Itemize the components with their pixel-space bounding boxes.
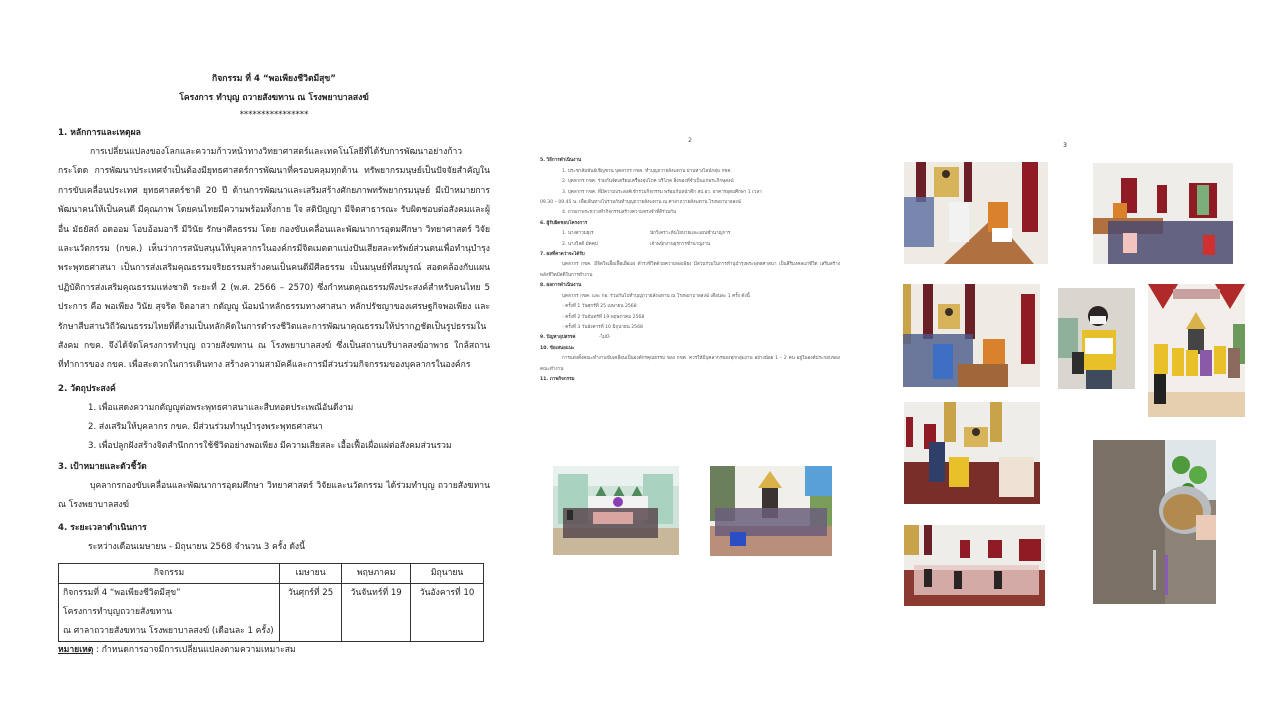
method-item: 4. ถ่ายภาพระหว่างทำกิจกรรมสร้างความทรงจำที่ดีร่วมกัน (562, 210, 677, 216)
schedule-table (58, 563, 484, 642)
activity-cell (59, 583, 280, 641)
activity-photo-group-office (553, 466, 679, 555)
activity-photo-offering-monk (904, 162, 1048, 264)
section-10-heading: 10. ข้อเสนอแนะ (540, 345, 575, 351)
responsible-role: เจ้าพนักงานธุรการชำนาญงาน (650, 241, 711, 247)
activity-photo-group-temple (710, 466, 832, 556)
section-8-heading: 8. ผลการดำเนินงาน (540, 283, 582, 289)
column-header: กิจกรรม (59, 563, 280, 583)
activity-photo-pouring-water (1093, 440, 1216, 604)
section-3-body: บุคลากรกองขับเคลื่อนและพัฒนาการอุดมศึกษา วิทยาศาสตร์ วิจัยและนวัตกรรม ได้ร่วมทำบุญ ถวายสังฆทาน ณ โรงพยาบาลสงฆ์ (58, 480, 490, 510)
activity-photo-offering-line (903, 284, 1040, 387)
page-number: 2 (688, 137, 692, 144)
responsible-row (540, 229, 840, 239)
section-9 (540, 333, 840, 343)
section-11-heading: 11. ภาพกิจกรรม (540, 376, 575, 382)
section-7-heading: 7. ผลที่คาดว่าจะได้รับ (540, 252, 585, 258)
activity-line: ณ ศาลาถวายสังฆทาน โรงพยาบาลสงฆ์ (เดือนละ 1 ครั้ง) (63, 625, 274, 636)
date-cell-may: วันจันทร์ที่ 19 (342, 583, 411, 641)
activity-photo-yellow-shirts (1148, 284, 1245, 417)
section-8-body: บุคลากร กขค. และ กอ. ร่วมกันไปทำบุญถวายสังฆทาน ณ โรงพยาบาลสงฆ์ เดือนละ 1 ครั้ง ดังนี้ (562, 293, 750, 299)
date-cell-april: วันศุกร์ที่ 25 (280, 583, 342, 641)
method-item: 1. ประชาสัมพันธ์เชิญชวน บุคลากร กขค. ทำบุญถวายสังฆทาน ผ่านทางไลน์กลุ่ม กขค. (562, 168, 732, 174)
result-item: - ครั้งที่ 2 วันจันทร์ที่ 19 พฤษภาคม 2568 (562, 314, 645, 320)
date-cell-june: วันอังคารที่ 10 (411, 583, 484, 641)
section-9-heading: 9. ปัญหาอุปสรรค (540, 335, 576, 341)
activity-photo-hall-audience (1093, 163, 1233, 264)
responsible-role: นักวิเคราะห์นโยบายและแผนชำนาญการ (650, 231, 731, 237)
table-header-row (59, 563, 484, 583)
section-6-heading: 6. ผู้รับผิดชอบโครงการ (540, 220, 588, 226)
section-9-value: -ไม่มี- (598, 335, 611, 341)
activity-line: กิจกรรมที่ 4 “พอเพียงชีวิตมีสุข” (63, 587, 181, 598)
responsible-row (540, 240, 840, 250)
table-note (58, 642, 490, 659)
column-header: มิถุนายน (411, 563, 484, 583)
result-item: - ครั้งที่ 3 วันอังคารที่ 10 มิถุนายน 2568 (562, 324, 643, 330)
page-title: กิจกรรม ที่ 4 “พอเพียงชีวิตมีสุข” (212, 74, 336, 84)
responsible-name: 1. นางสาวมยุเร (562, 231, 594, 237)
result-item: - ครั้งที่ 1 วันศุกร์ที่ 25 เมษายน 2568 (562, 304, 637, 310)
section-2-heading: 2. วัตถุประสงค์ (58, 383, 116, 394)
objective-item: 3. เพื่อปลูกฝังสร้างจิตสำนึกการใช้ชีวิตอย่างพอเพียง มีความเสียสละ เอื้อเฟื้อเผื่อแผ่ต่อสังคมส่วนรวม (88, 440, 452, 451)
activity-line: โครงการทำบุญถวายสังฆทาน (63, 606, 173, 617)
section-7-body: บุคลากร กขค. มีจิตใจเอื้อเฟื้อเผื่อแผ่ ดำรงชีวิตด้วยความพอเพียง มีส่วนร่วมในการทำนุบำรุงพระพุทธศาสนา เป็นสิริมงคลแก่ชีวิต เสริมสร้างพลังชีวิตมีสติในการทำงาน (540, 262, 840, 278)
table-row (59, 583, 484, 641)
section-1-body: การเปลี่ยนแปลงของโลกและความก้าวหน้าทางวิทยาศาสตร์และเทคโนโลยีที่ได้รับการพัฒนาอย่างก้าวกระโดด การพัฒนาประเทศจำเป็นต้องมียุทธศาสตร์การพัฒนาที่ครอบคลุมทุกด้าน ทรัพยากรมนุษย์เป็นปัจจัยสำคัญในการขับเคลื่อนประเทศ ยุทธศาสตร์ชาติ 20 ปี ด้านการพัฒนาและเสริมสร้างศักยภาพทรัพยากรมนุษย์ มีเป้าหมายการพัฒนาคนให้เป็นคนดี มีคุณภาพ โดยคนไทยมีความพร้อมทั้งกาย ใจ สติปัญญา มีจิตสาธารณะ รับผิดชอบต่อสังคมและผู้อื่น มัธยัสถ์ อดออม โอบอ้อมอารี มีวินัย รักษาศีลธรรม โดย กองขับเคลื่อนและพัฒนาการอุดมศึกษา วิทยาศาสตร์ วิจัยและนวัตกรรม (กขค.) เห็นว่าการสนับสนุนให้บุคลากรในองค์กรมีจิตเมตตาแบ่งปันเสียสละทรัพย์ส่วนตนเพื่อทำนุบำรุงพระพุทธศาสนา เป็นการส่งเสริมคุณธรรมจริยธรรมสร้างคนเป็นคนดีมีศีลธรรม เป็นมนุษย์ที่สมบูรณ์ สอดคล้องกับแผนปฏิบัติการส่งเสริมคุณธรรมแห่งชาติ ระยะที่ 2 (พ.ศ. 2566 – 2570) ซึ่งกำหนดคุณธรรมพึงประสงค์สำหรับคนไทย 5 ประการ คือ พอเพียง วินัย สุจริต จิตอาสา กตัญญู น้อมนำหลักธรรมทางศาสนา หลักปรัชญาของเศรษฐกิจพอเพียง และรักษาสืบสานวิถีวัฒนธรรมไทยที่ดีงามเป็นหลักคิดในการดำรงชีวิตและการพัฒนาคุณธรรมให้ปรากฏชัดเป็นรูปธรรมในสังคม กขค. จึงได้จัดโครงการทำบุญ ถวายสังฆทาน ณ โรงพยาบาลสงฆ์ ซึ่งเป็นสถานบริบาลสงฆ์อาพาธ ใกล้สถานที่ทำการของ กขค. เพื่อสะดวกในการเดินทาง สร้างความสามัคคีและการมีส่วนร่วมกิจกรรมของบุคลากรในองค์กร (58, 147, 490, 371)
responsible-name: 2. นางวิลดี มัคคุป (562, 241, 598, 247)
method-item: 3. บุคลากร กขค. ที่มีความประสงค์เข้าร่วมกิจกรรม พร้อมกันหน้าตึก สป.อว. อาคารอุดมศึกษา 1 เวลา (562, 189, 762, 195)
note-text: : กำหนดการอาจมีการเปลี่ยนแปลงตามความเหมาะสม (93, 644, 296, 655)
section-4-heading: 4. ระยะเวลาดำเนินการ (58, 522, 147, 533)
activity-photo-certificate (1058, 288, 1135, 389)
activity-photo-kneeling (904, 402, 1040, 504)
note-label: หมายเหตุ (58, 644, 94, 655)
method-item: 2. บุคลากร กขค. ร่วมกันจัดเตรียมเครื่องอุปโภค บริโภค สิ่งของที่จำเป็นแก่พระภิกษุสงฆ์ (562, 179, 734, 185)
activity-photo-seated-group (904, 525, 1045, 606)
column-header: เมษายน (280, 563, 342, 583)
column-header: พฤษภาคม (342, 563, 411, 583)
section-10-body: การแต่งตั้งคณะทำงานขับเคลื่อนเป็นองค์กรคุณธรรม ของ กขค. ควรให้มีบุคลากรของทุกกลุ่มงาน อย่างน้อย 1 – 2 คน อยู่ในองค์ประกอบของคณะทำงาน (540, 356, 840, 372)
objective-item: 1. เพื่อแสดงความกตัญญูต่อพระพุทธศาสนาและสืบทอดประเพณีอันดีงาม (88, 402, 354, 413)
section-5-heading: 5. วิธีการดำเนินงาน (540, 158, 582, 164)
section-3-heading: 3. เป้าหมายและตัวชี้วัด (58, 461, 147, 472)
title-separator: **************** (239, 110, 309, 120)
page-subtitle: โครงการ ทำบุญ ถวายสังฆทาน ณ โรงพยาบาลสงฆ์ (179, 93, 369, 103)
section-4-body: ระหว่างเดือนเมษายน - มิถุนายน 2568 จำนวน 3 ครั้ง ดังนี้ (88, 541, 305, 552)
section-1-heading: 1. หลักการและเหตุผล (58, 128, 141, 138)
objective-item: 2. ส่งเสริมให้บุคลากร กขค. มีส่วนร่วมทำนุบำรุงพระพุทธศาสนา (88, 421, 323, 432)
method-item: 09.30 – 09.45 น. เพื่อเดินทางไปร่วมกันทำบุญถวายสังฆทาน ณ ศาลาถวายสังฆทาน โรงพยาบาลสงฆ์ (540, 200, 742, 206)
page-number: 3 (1063, 142, 1067, 149)
document-page-1 (58, 70, 490, 655)
